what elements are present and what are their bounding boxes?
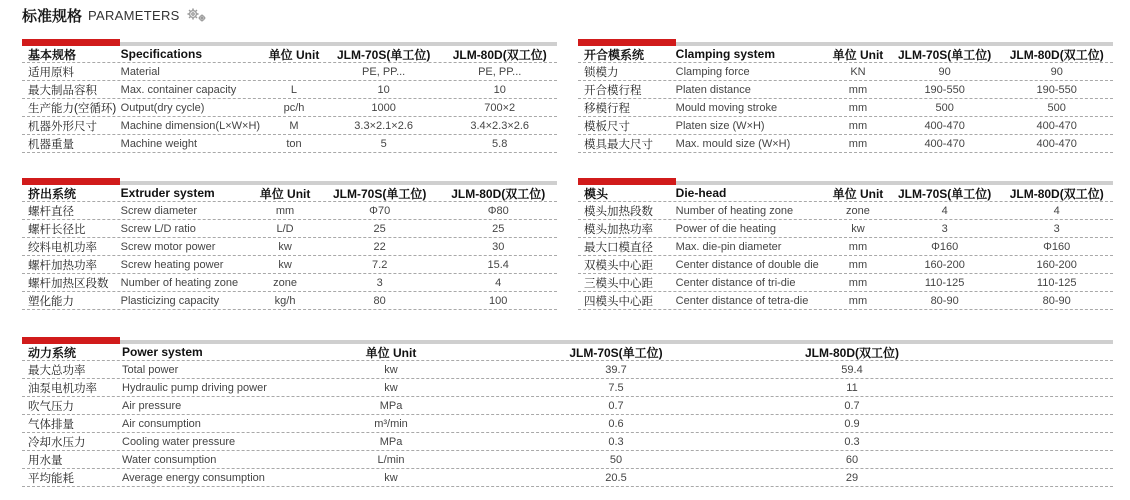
cell-cn: 冷却水压力 [28,436,86,449]
cell-unit: mm [848,101,868,114]
header-en: Clamping system [675,47,776,61]
cell-en: Power of die heating [675,222,776,235]
table-row [22,433,1113,451]
cell-en: Water consumption [122,453,217,466]
cell-cn: 移模行程 [584,102,630,115]
cell-en: Cooling water pressure [122,435,236,448]
cell-cn: 机器重量 [28,138,74,151]
header-model-70s: JLM-70S(单工位) [897,47,992,62]
cell-cn: 用水量 [28,454,63,467]
cell-cn: 绞料电机功率 [28,241,97,254]
cell-unit: mm [848,83,868,96]
cell-80d: 4 [1053,204,1060,217]
cell-80d: 3 [1053,222,1060,235]
cell-80d: 160-200 [1036,258,1077,271]
table-row [578,256,1113,274]
cell-cn: 四模头中心距 [584,295,653,308]
cell-en: Clamping force [675,65,750,78]
table-row [22,99,557,117]
cell-cn: 锁模力 [584,66,619,79]
cell-unit: kw [384,363,398,376]
cell-70s: 1000 [371,101,396,114]
header-model-80d: JLM-80D(双工位) [804,345,899,360]
cell-80d: 3.4×2.3×2.6 [470,119,530,132]
cell-en: Machine dimension(L×W×H) [120,119,261,132]
table-row [22,202,557,220]
cell-en: Plasticizing capacity [120,294,220,307]
cell-70s: 10 [377,83,390,96]
header-model-70s: JLM-70S(单工位) [336,47,431,62]
table-row [578,292,1113,310]
table-row [578,202,1113,220]
header-unit: 单位 Unit [268,47,320,62]
table-row [22,256,557,274]
table-row [22,379,1113,397]
cell-cn: 螺杆长径比 [28,223,86,236]
cell-80d: 110-125 [1036,276,1077,289]
cell-cn: 螺杆加热区段数 [28,277,109,290]
cell-cn: 生产能力(空循环) [28,102,117,115]
header-model-80d: JLM-80D(双工位) [1009,186,1104,201]
cell-unit: pc/h [283,101,305,114]
cell-80d: 500 [1047,101,1066,114]
cell-80d: 5.8 [492,137,508,150]
cell-80d: 60 [845,453,859,466]
cell-80d: 80-90 [1042,294,1071,307]
cell-en: Screw L/D ratio [120,222,196,235]
section-bar [22,337,1113,344]
cell-80d: 100 [489,294,508,307]
cell-70s: 500 [935,101,954,114]
header-cn: 挤出系统 [28,186,77,201]
table-row [578,220,1113,238]
cell-70s: 25 [373,222,386,235]
table-row [22,292,557,310]
header-model-80d: JLM-80D(双工位) [1009,47,1104,62]
table-row [22,397,1113,415]
cell-en: Average energy consumption [122,471,265,484]
cell-cn: 螺杆加热功率 [28,259,97,272]
cell-80d: 400-470 [1036,137,1077,150]
cell-70s: 7.5 [608,381,624,394]
table-row [578,117,1113,135]
cell-unit: kw [384,471,398,484]
cell-en: Platen distance [675,83,751,96]
cell-en: Output(dry cycle) [120,101,205,114]
cell-80d: 59.4 [841,363,863,376]
cell-70s: 400-470 [924,137,965,150]
cell-70s: 80-90 [930,294,959,307]
cell-70s: 90 [938,65,951,78]
cell-unit: mm [275,204,295,217]
header-unit: 单位 Unit [365,345,417,360]
cell-en: Center distance of tetra-die [675,294,809,307]
cell-80d: PE, PP... [478,65,522,78]
cell-unit: KN [850,65,866,78]
cell-70s: 0.7 [608,399,624,412]
table-row [578,274,1113,292]
cell-unit: zone [846,204,870,217]
page-title-en: PARAMETERS [88,7,180,23]
section-bar [578,178,1113,185]
cell-cn: 平均能耗 [28,472,74,485]
table-row [22,220,557,238]
cell-cn: 适用原料 [28,66,74,79]
cell-cn: 油泵电机功率 [28,382,97,395]
cell-70s: 22 [373,240,386,253]
cell-80d: 15.4 [487,258,509,271]
cell-en: Screw motor power [120,240,216,253]
cell-80d: 4 [495,276,502,289]
cell-cn: 塑化能力 [28,295,74,308]
header-en: Specifications [120,47,203,61]
cell-70s: 110-125 [924,276,965,289]
cell-80d: 10 [493,83,506,96]
table-row [22,274,557,292]
cell-cn: 模具最大尺寸 [584,138,653,151]
cell-70s: 0.3 [608,435,624,448]
table-row [22,415,1113,433]
cell-unit: mm [848,119,868,132]
cell-70s: 0.6 [608,417,624,430]
header-model-70s: JLM-70S(单工位) [569,345,663,360]
cell-cn: 气体排量 [28,418,74,431]
cell-70s: 5 [380,137,387,150]
table-power [22,337,1113,487]
cell-80d: 190-550 [1036,83,1077,96]
header-unit: 单位 Unit [832,186,884,201]
cell-en: Number of heating zone [120,276,239,289]
cell-unit: kw [851,222,865,235]
header-cn: 模头 [584,186,609,201]
cell-70s: 400-470 [924,119,965,132]
cell-70s: Φ70 [369,204,391,217]
cell-70s: 3 [941,222,948,235]
cell-cn: 双模头中心距 [584,259,653,272]
header-unit: 单位 Unit [259,186,311,201]
cell-80d: Φ160 [1043,240,1071,253]
cell-en: Screw diameter [120,204,198,217]
cell-unit: MPa [379,435,403,448]
table-row [22,117,557,135]
cell-unit: ton [286,137,302,150]
header-en: Die-head [675,186,727,200]
cell-70s: 80 [373,294,386,307]
page-title [22,4,208,26]
cell-unit: zone [273,276,297,289]
gears-icon [186,7,208,23]
table-row [578,99,1113,117]
cell-unit: mm [848,258,868,271]
header-model-80d: JLM-80D(双工位) [451,186,546,201]
cell-80d: 0.7 [844,399,860,412]
cell-en: Platen size (W×H) [675,119,765,132]
cell-70s: Φ160 [931,240,959,253]
cell-cn: 最大总功率 [28,364,86,377]
cell-80d: 11 [846,381,858,394]
cell-unit: kw [384,381,398,394]
cell-cn: 开合模行程 [584,84,642,97]
cell-80d: 90 [1050,65,1063,78]
cell-en: Material [120,65,160,78]
cell-unit: L/D [276,222,294,235]
table-clamping [578,39,1113,153]
cell-unit: mm [848,240,868,253]
table-header [578,185,1113,202]
cell-unit: mm [848,294,868,307]
cell-cn: 螺杆直径 [28,205,74,218]
table-row [578,238,1113,256]
cell-en: Total power [122,363,179,376]
page-title-cn: 标准规格 [22,7,83,25]
cell-80d: Φ80 [487,204,509,217]
table-diehead [578,178,1113,310]
cell-en: Center distance of tri-die [675,276,796,289]
header-en: Extruder system [120,186,215,200]
cell-unit: mm [848,276,868,289]
section-bar [578,39,1113,46]
table-extruder [22,178,557,310]
cell-70s: 190-550 [924,83,965,96]
table-header [22,344,1113,361]
cell-70s: 7.2 [372,258,388,271]
cell-unit: M [289,119,299,132]
table-row [578,63,1113,81]
cell-70s: PE, PP... [362,65,406,78]
cell-80d: 400-470 [1036,119,1077,132]
table-row [578,81,1113,99]
header-cn: 动力系统 [28,345,77,360]
table-row [22,238,557,256]
header-cn: 开合模系统 [584,47,645,62]
cell-en: Max. container capacity [120,83,237,96]
cell-unit: L [290,83,298,96]
cell-cn: 最大制品容积 [28,84,97,97]
cell-70s: 50 [609,453,623,466]
section-bar [22,39,557,46]
header-en: Power system [122,345,203,359]
cell-unit: MPa [379,399,403,412]
table-basic [22,39,557,153]
cell-cn: 模板尺寸 [584,120,630,133]
header-unit: 单位 Unit [832,47,884,62]
header-model-80d: JLM-80D(双工位) [452,47,547,62]
table-row [22,63,557,81]
cell-70s: 20.5 [605,471,627,484]
table-row [22,469,1113,487]
table-row [22,361,1113,379]
cell-en: Number of heating zone [675,204,794,217]
cell-70s: 39.7 [605,363,627,376]
table-row [578,135,1113,153]
cell-80d: 29 [845,471,859,484]
header-model-70s: JLM-70S(单工位) [897,186,992,201]
cell-80d: 700×2 [484,101,516,114]
cell-cn: 三模头中心距 [584,277,653,290]
cell-en: Hydraulic pump driving power [122,381,267,394]
cell-cn: 模头加热段数 [584,205,653,218]
cell-80d: 0.9 [844,417,860,430]
cell-unit: kg/h [274,294,296,307]
cell-unit: mm [848,137,868,150]
table-row [22,451,1113,469]
cell-70s: 3 [376,276,383,289]
cell-unit: kw [278,240,292,253]
cell-80d: 30 [492,240,505,253]
section-bar [22,178,557,185]
cell-en: Machine weight [120,137,198,150]
cell-70s: 3.3×2.1×2.6 [354,119,414,132]
cell-unit: m³/min [374,417,408,430]
cell-en: Max. mould size (W×H) [675,137,791,150]
header-model-70s: JLM-70S(单工位) [333,186,427,201]
cell-en: Air pressure [122,399,182,412]
cell-70s: 160-200 [924,258,965,271]
cell-70s: 4 [941,204,948,217]
cell-en: Max. die-pin diameter [675,240,782,253]
cell-unit: kw [278,258,292,271]
table-header [22,46,557,63]
cell-cn: 最大口模直径 [584,241,653,254]
cell-en: Air consumption [122,417,201,430]
table-header [578,46,1113,63]
cell-cn: 模头加热功率 [584,223,653,236]
cell-en: Center distance of double die [675,258,819,271]
header-cn: 基本规格 [28,47,77,62]
table-row [22,81,557,99]
cell-cn: 机器外形尺寸 [28,120,97,133]
cell-80d: 25 [492,222,505,235]
cell-en: Screw heating power [120,258,224,271]
cell-en: Mould moving stroke [675,101,778,114]
table-row [22,135,557,153]
cell-unit: L/min [377,453,405,466]
table-header [22,185,557,202]
cell-cn: 吹气压力 [28,400,74,413]
cell-80d: 0.3 [844,435,860,448]
